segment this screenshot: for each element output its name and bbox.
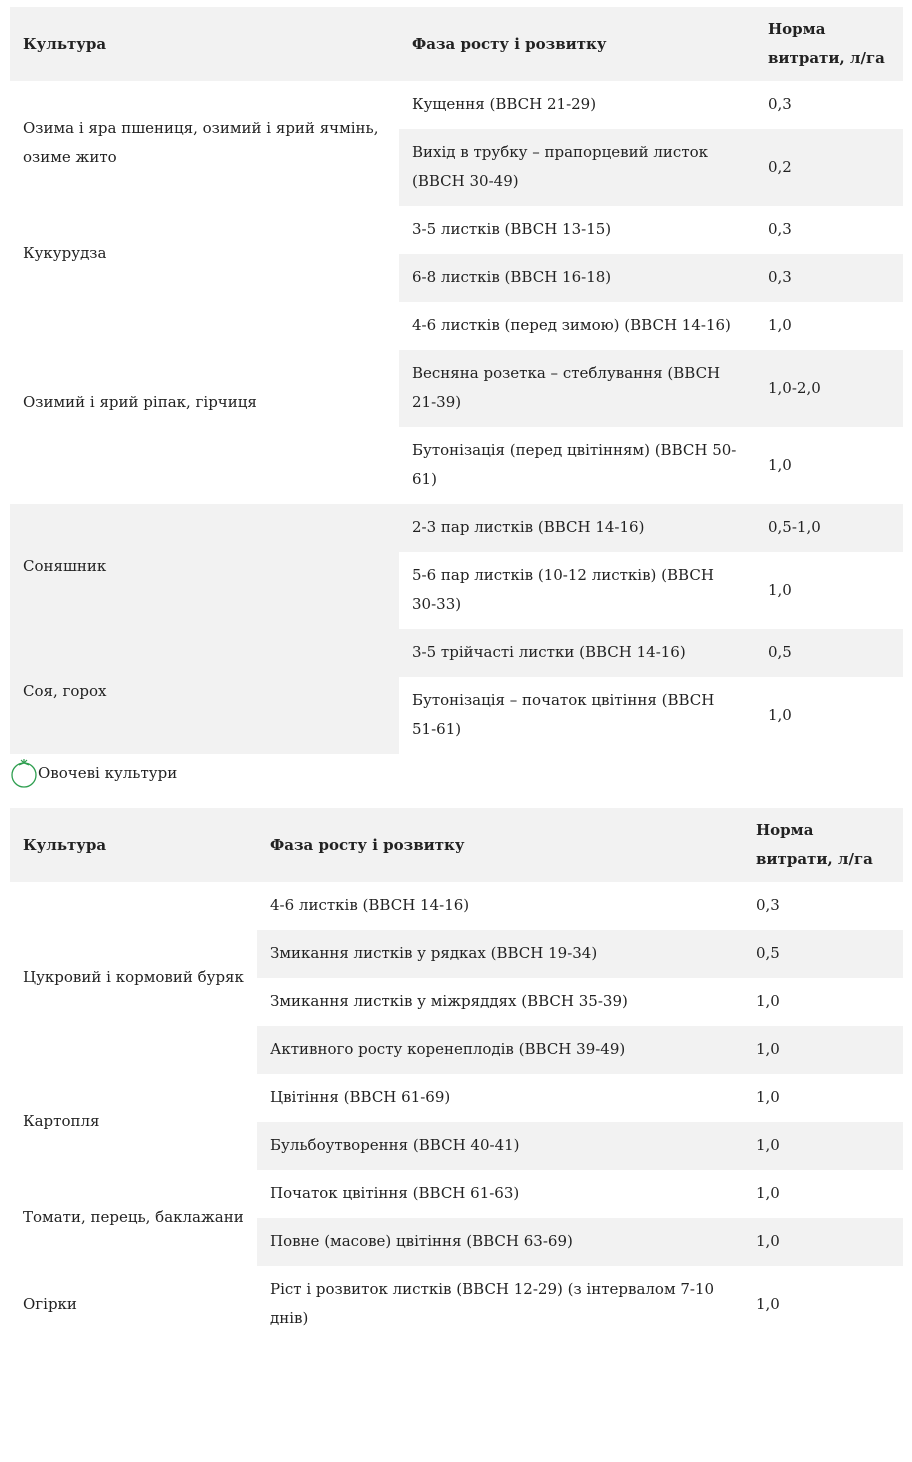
rate-cell: 0,3 — [755, 81, 903, 129]
section-vegetables — [10, 754, 903, 792]
phase-cell: 3-5 трійчасті листки (BBCH 14-16) — [399, 629, 755, 677]
phase-cell: Повне (масове) цвітіння (BBCH 63-69) — [257, 1218, 743, 1266]
phase-cell: Початок цвітіння (BBCH 61-63) — [257, 1170, 743, 1218]
table-row — [10, 504, 903, 552]
header-culture: Культура — [10, 808, 257, 882]
phase-cell: 5-6 пар листків (10-12 листків) (BBCH 30-33) — [399, 552, 755, 629]
vegetables-table — [10, 808, 903, 1343]
rate-cell: 1,0 — [755, 302, 903, 350]
phase-cell: Вихід в трубку – прапорцевий листок (BBCH 30-49) — [399, 129, 755, 206]
table-row — [10, 1074, 903, 1122]
section-title: Овочеві культури — [38, 764, 178, 782]
phase-cell: 2-3 пар листків (BBCH 14-16) — [399, 504, 755, 552]
phase-cell: Змикання листків у міжряддях (BBCH 35-39) — [257, 978, 743, 1026]
header-rate: Норма витрати, л/га — [743, 808, 903, 882]
rate-cell: 1,0-2,0 — [755, 350, 903, 427]
phase-cell: Активного росту коренеплодів (BBCH 39-49) — [257, 1026, 743, 1074]
culture-cell: Соняшник — [10, 504, 399, 629]
table-row — [10, 1170, 903, 1218]
phase-cell: Бутонізація – початок цвітіння (BBCH 51-61) — [399, 677, 755, 754]
rate-cell: 1,0 — [743, 1218, 903, 1266]
culture-cell: Томати, перець, баклажани — [10, 1170, 257, 1266]
phase-cell: Змикання листків у рядках (BBCH 19-34) — [257, 930, 743, 978]
header-phase: Фаза росту і розвитку — [399, 7, 755, 81]
phase-cell: Бульбоутворення (BBCH 40-41) — [257, 1122, 743, 1170]
rate-cell: 1,0 — [743, 1122, 903, 1170]
rate-cell: 1,0 — [755, 552, 903, 629]
rate-cell: 0,3 — [755, 206, 903, 254]
table-row — [10, 302, 903, 350]
culture-cell: Кукурудза — [10, 206, 399, 302]
rate-cell: 1,0 — [743, 1074, 903, 1122]
culture-cell: Соя, горох — [10, 629, 399, 754]
rate-cell: 0,3 — [743, 882, 903, 930]
culture-cell: Огірки — [10, 1266, 257, 1343]
culture-cell: Картопля — [10, 1074, 257, 1170]
tomato-icon — [10, 757, 40, 789]
phase-cell: 4-6 листків (BBCH 14-16) — [257, 882, 743, 930]
phase-cell: Бутонізація (перед цвітінням) (BBCH 50-61) — [399, 427, 755, 504]
phase-cell: Весняна розетка – стеблування (BBCH 21-39) — [399, 350, 755, 427]
table-row — [10, 206, 903, 254]
rate-cell: 0,5-1,0 — [755, 504, 903, 552]
culture-cell: Озимий і ярий ріпак, гірчиця — [10, 302, 399, 504]
header-phase: Фаза росту і розвитку — [257, 808, 743, 882]
phase-cell: Ріст і розвиток листків (BBCH 12-29) (з інтервалом 7-10 днів) — [257, 1266, 743, 1343]
phase-cell: Цвітіння (BBCH 61-69) — [257, 1074, 743, 1122]
rate-cell: 0,5 — [743, 930, 903, 978]
phase-cell: Кущення (BBCH 21-29) — [399, 81, 755, 129]
rate-cell: 0,5 — [755, 629, 903, 677]
rate-cell: 1,0 — [755, 427, 903, 504]
rate-cell: 1,0 — [743, 1170, 903, 1218]
rate-cell: 1,0 — [743, 978, 903, 1026]
header-culture: Культура — [10, 7, 399, 81]
culture-cell: Цукровий і кормовий буряк — [10, 882, 257, 1074]
table-row — [10, 882, 903, 930]
rate-cell: 1,0 — [755, 677, 903, 754]
rate-cell: 1,0 — [743, 1266, 903, 1343]
cereals-table — [10, 7, 903, 754]
table-row — [10, 1266, 903, 1343]
phase-cell: 4-6 листків (перед зимою) (BBCH 14-16) — [399, 302, 755, 350]
culture-cell: Озима і яра пшениця, озимий і ярий ячмінь, озиме жито — [10, 81, 399, 206]
table-row — [10, 81, 903, 129]
header-rate: Норма витрати, л/га — [755, 7, 903, 81]
rate-cell: 1,0 — [743, 1026, 903, 1074]
table-row — [10, 629, 903, 677]
rate-cell: 0,3 — [755, 254, 903, 302]
phase-cell: 6-8 листків (BBCH 16-18) — [399, 254, 755, 302]
rate-cell: 0,2 — [755, 129, 903, 206]
phase-cell: 3-5 листків (BBCH 13-15) — [399, 206, 755, 254]
